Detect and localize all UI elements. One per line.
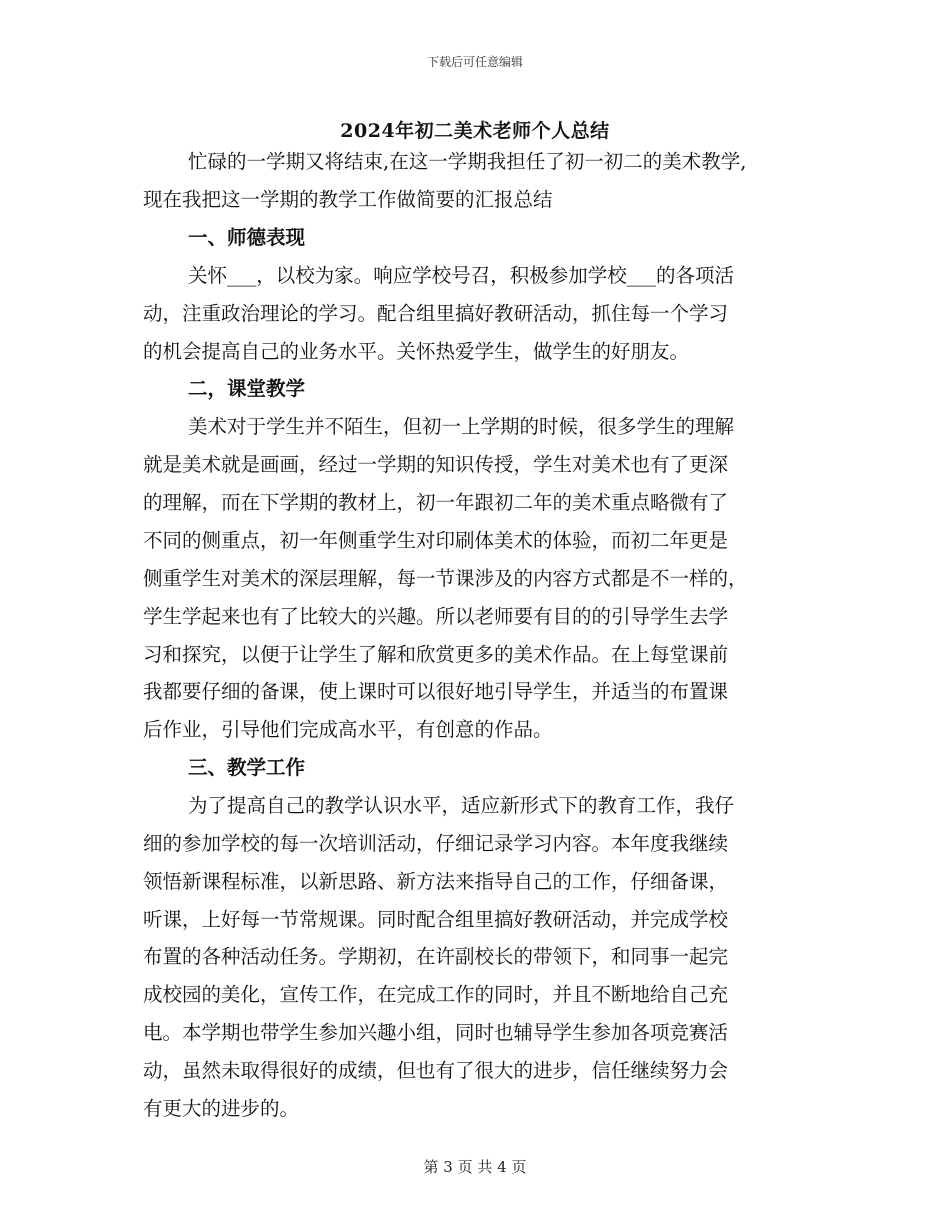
paragraph-line: 美术对于学生并不陌生，但初一上学期的时候，很多学生的理解 xyxy=(188,415,735,438)
header-note: 下载后可任意编辑 xyxy=(426,55,523,69)
paragraph-line: 的机会提高自己的业务水平。关怀热爱学生，做学生的好朋友。 xyxy=(143,340,690,363)
paragraph-line: 领悟新课程标准，以新思路、新方法来指导自己的工作，仔细备课， xyxy=(143,870,729,893)
document-title: 2024年初二美术老师个人总结 xyxy=(340,120,610,142)
paragraph-line: 动，虽然未取得很好的成绩，但也有了很大的进步，信任继续努力会 xyxy=(143,1059,729,1082)
paragraph-line: 细的参加学校的每一次培训活动，仔细记录学习内容。本年度我继续 xyxy=(143,832,729,855)
section-heading: 二，课堂教学 xyxy=(188,377,306,400)
paragraph-line: 电。本学期也带学生参加兴趣小组，同时也辅导学生参加各项竞赛活 xyxy=(143,1021,729,1044)
paragraph-line: 听课，上好每一节常规课。同时配合组里搞好教研活动，并完成学校 xyxy=(143,908,729,931)
paragraph-line: 学生学起来也有了比较大的兴趣。所以老师要有目的的引导学生去学 xyxy=(143,605,729,628)
page-footer: 第 3 页 共 4 页 xyxy=(423,1158,527,1176)
paragraph-line: 侧重学生对美术的深层理解，每一节课涉及的内容方式都是不一样的， xyxy=(143,567,748,590)
section-heading: 三、教学工作 xyxy=(188,756,306,779)
paragraph-line: 就是美术就是画画，经过一学期的知识传授，学生对美术也有了更深 xyxy=(143,453,729,476)
paragraph-line: 关怀___，以校为家。响应学校号召，积极参加学校___的各项活 xyxy=(188,264,735,287)
paragraph-line: 我都要仔细的备课，使上课时可以很好地引导学生，并适当的布置课 xyxy=(143,680,729,703)
paragraph-line: 动，注重政治理论的学习。配合组里搞好教研活动，抓住每一个学习 xyxy=(143,302,729,325)
paragraph-line: 的理解，而在下学期的教材上，初一年跟初二年的美术重点略微有了 xyxy=(143,491,729,514)
paragraph-line: 不同的侧重点，初一年侧重学生对印刷体美术的体验，而初二年更是 xyxy=(143,529,729,552)
paragraph-line: 为了提高自己的教学认识水平，适应新形式下的教育工作，我仔 xyxy=(188,794,735,817)
paragraph-line: 后作业，引导他们完成高水平，有创意的作品。 xyxy=(143,718,553,741)
paragraph-line: 布置的各种活动任务。学期初，在许副校长的带领下，和同事一起完 xyxy=(143,945,729,968)
paragraph-line: 现在我把这一学期的教学工作做简要的汇报总结 xyxy=(143,188,553,211)
paragraph-line: 成校园的美化，宣传工作，在完成工作的同时，并且不断地给自己充 xyxy=(143,983,729,1006)
section-heading: 一、师德表现 xyxy=(188,226,306,249)
paragraph-line: 忙碌的一学期又将结束,在这一学期我担任了初一初二的美术教学, xyxy=(188,150,747,173)
paragraph-line: 习和探究，以便于让学生了解和欣赏更多的美术作品。在上每堂课前 xyxy=(143,643,729,666)
paragraph-line: 有更大的进步的。 xyxy=(143,1097,300,1120)
